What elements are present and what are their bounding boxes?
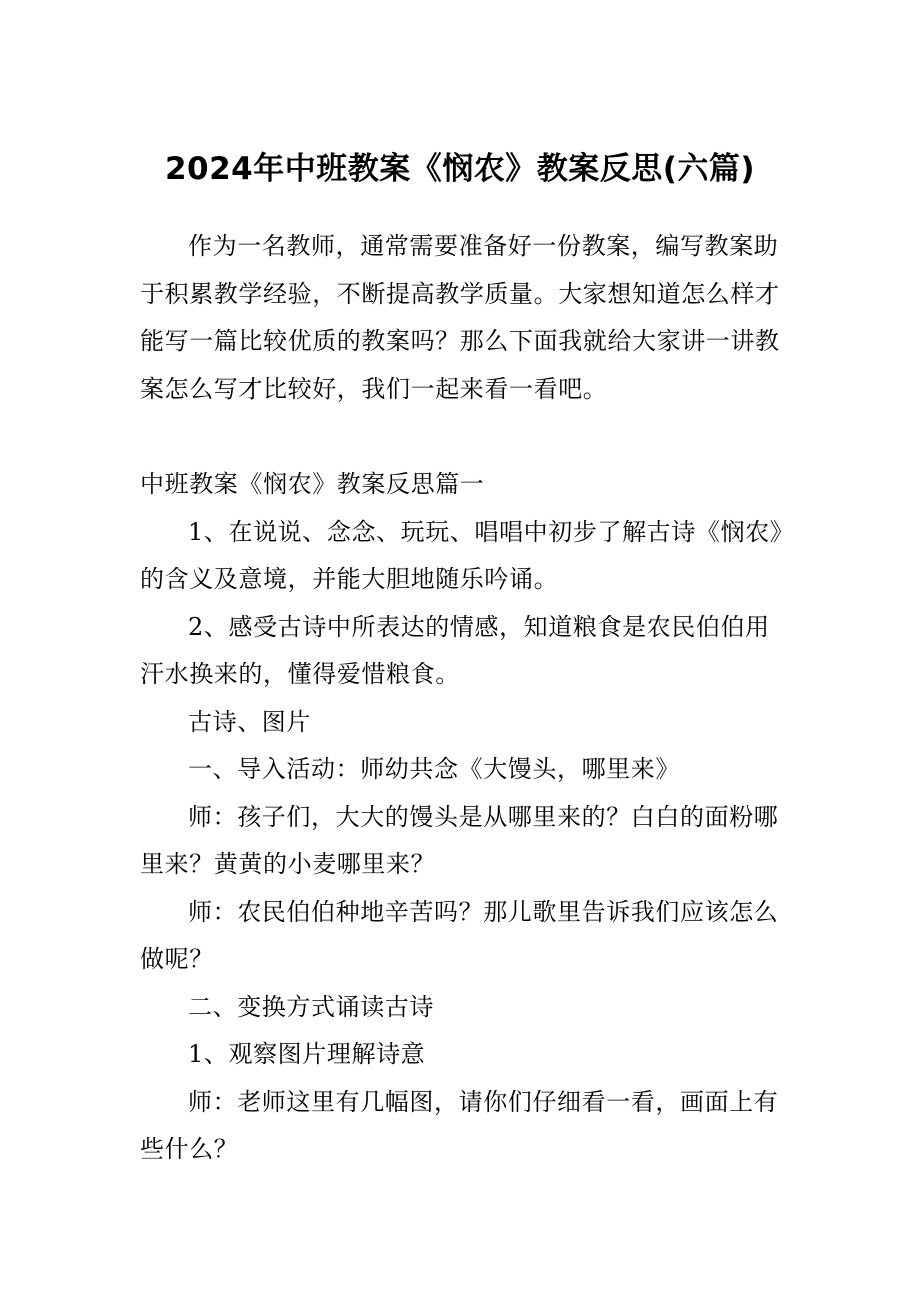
body-paragraph: 1、观察图片理解诗意 — [188, 1040, 426, 1068]
body-paragraph: 师：老师这里有几幅图，请你们仔细看一看，画面上有些什么？ — [140, 1087, 779, 1163]
section-heading: 中班教案《悯农》教案反思篇一 — [140, 470, 485, 498]
body-paragraph: 一、导入活动：师幼共念《大馒头，哪里来》 — [188, 755, 680, 783]
body-paragraph: 2、感受古诗中所表达的情感，知道粮食是农民伯伯用汗水换来的，懂得爱惜粮食。 — [140, 612, 770, 688]
body-paragraph: 古诗、图片 — [188, 707, 311, 736]
paragraph-spacer — [140, 413, 785, 461]
intro-paragraph: 作为一名教师，通常需要准备好一份教案，编写教案助于积累教学经验，不断提高教学质量。大家想知道怎么样才能写一篇比较优质的教案吗？那么下面我就给大家讲一讲教案怎么写才比较好，我们一起来看一看吧。 — [140, 232, 780, 403]
body-paragraph: 二、变换方式诵读古诗 — [188, 992, 434, 1021]
body-paragraph: 师：孩子们，大大的馒头是从哪里来的？白白的面粉哪里来？黄黄的小麦哪里来？ — [140, 802, 779, 878]
body-paragraph: 1、在说说、念念、玩玩、唱唱中初步了解古诗《悯农》的含义及意境，并能大胆地随乐吟诵。 — [140, 517, 783, 593]
document-title: 2024年中班教案《悯农》教案反思(六篇) — [164, 151, 756, 187]
document-body — [140, 223, 785, 1174]
body-paragraph: 师：农民伯伯种地辛苦吗？那儿歌里告诉我们应该怎么做呢？ — [140, 897, 779, 973]
